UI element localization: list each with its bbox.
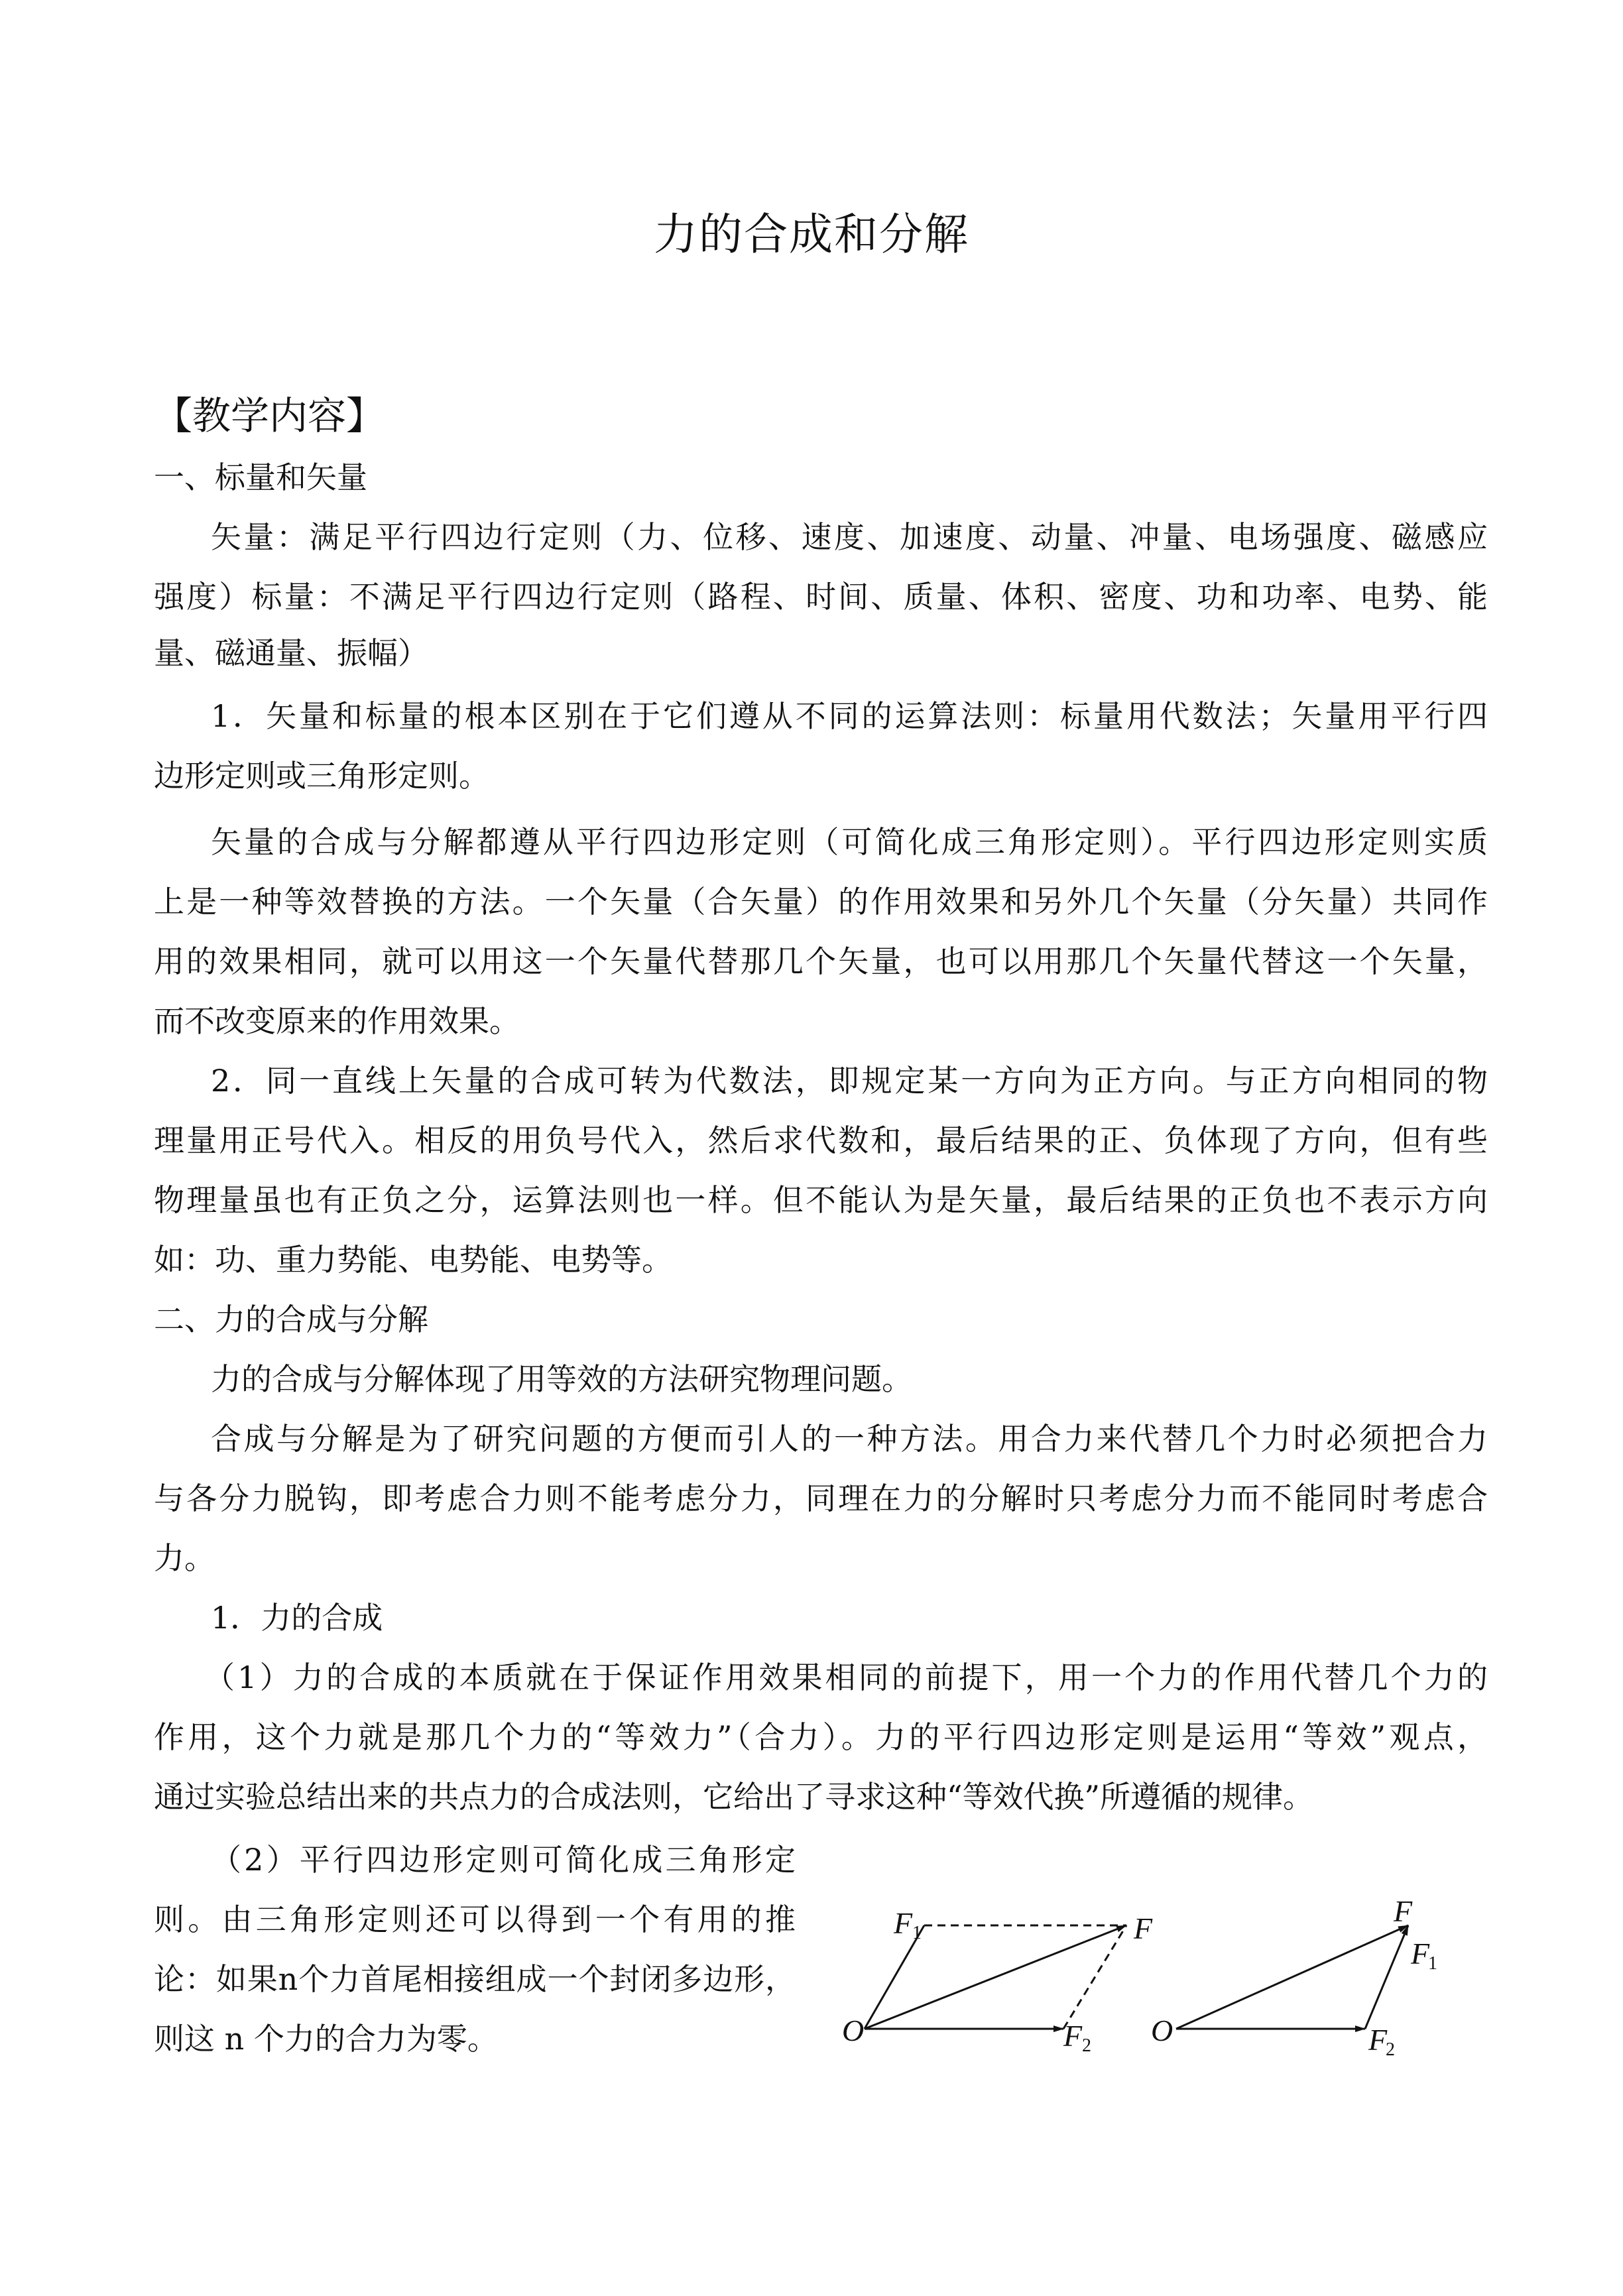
body-line: 则。由三角形定则还可以得到一个有用的推 (154, 1902, 796, 1937)
body-line: 上是一种等效替换的方法。一个矢量（合矢量）的作用效果和另外几个矢量（分矢量）共同作 (154, 884, 1488, 920)
page-title: 力的合成和分解 (654, 209, 969, 260)
body-line: 强度）标量：不满足平行四边行定则（路程、时间、质量、体积、密度、功和功率、电势、能 (154, 579, 1488, 615)
body-line: 矢量的合成与分解都遵从平行四边形定则（可简化成三角形定则）。平行四边形定则实质 (211, 824, 1488, 860)
tri-f2-subscript: 2 (1386, 2039, 1395, 2060)
triangle-figure (1151, 1894, 1437, 2060)
body-line: 力。 (154, 1540, 215, 1576)
body-line: 论：如果n个力首尾相接组成一个封闭多边形， (154, 1961, 796, 1997)
body-line: 量、磁通量、振幅） (154, 635, 428, 671)
tri-f1-label: F (1411, 1937, 1430, 1970)
body-line: 作用，这个力就是那几个力的“等效力”（合力）。力的平行四边形定则是运用“等效”观点， (154, 1719, 1488, 1755)
body-line: 如：功、重力势能、电势能、电势等。 (154, 1242, 672, 1278)
section-heading: 【教学内容】 (154, 393, 385, 438)
tri-resultant-f-vector (1176, 1925, 1408, 2029)
origin-label: O (842, 2014, 865, 2047)
body-line: 用的效果相同，就可以用这一个矢量代替那几个矢量，也可以用那几个矢量代替这一个矢量， (154, 943, 1488, 979)
body-line: 边形定则或三角形定则。 (154, 758, 489, 794)
body-line: 2．同一直线上矢量的合成可转为代数法，即规定某一方向为正方向。与正方向相同的物 (211, 1063, 1488, 1099)
tri-origin-label: O (1151, 2014, 1173, 2047)
body-line: 1．力的合成 (211, 1600, 383, 1636)
body-line: 合成与分解是为了研究问题的方便而引人的一种方法。用合力来代替几个力时必须把合力 (211, 1421, 1488, 1457)
body-line: 二、力的合成与分解 (154, 1301, 428, 1337)
body-line: 通过实验总结出来的共点力的合成法则，它给出了寻求这种“等效代换”所遵循的规律。 (154, 1779, 1314, 1815)
resultant-f-vector (865, 1925, 1126, 2029)
tri-f-label: F (1394, 1894, 1413, 1928)
f1-subscript: 1 (912, 1923, 922, 1943)
f2-dashed-side (1063, 1925, 1126, 2029)
body-line: 物理量虽也有正负之分，运算法则也一样。但不能认为是矢量，最后结果的正负也不表示方向 (154, 1182, 1488, 1218)
f-label: F (1134, 1911, 1153, 1945)
body-line: 理量用正号代入。相反的用负号代入，然后求代数和，最后结果的正、负体现了方向，但有些 (154, 1122, 1488, 1158)
force-diagram-svg (822, 1870, 1512, 2060)
tri-f1-subscript: 1 (1428, 1953, 1437, 1974)
body-line: 力的合成与分解体现了用等效的方法研究物理问题。 (211, 1361, 912, 1397)
force-diagram (822, 1870, 1512, 2060)
body-line: 矢量：满足平行四边行定则（力、位移、速度、加速度、动量、冲量、电场强度、磁感应 (211, 519, 1488, 555)
body-line: 一、标量和矢量 (154, 459, 367, 495)
f2-subscript: 2 (1082, 2035, 1091, 2056)
body-line: 与各分力脱钩，即考虑合力则不能考虑分力，同理在力的分解时只考虑分力而不能同时考虑合 (154, 1480, 1488, 1516)
body-line: 1．矢量和标量的根本区别在于它们遵从不同的运算法则：标量用代数法；矢量用平行四 (211, 698, 1488, 734)
body-line: 而不改变原来的作用效果。 (154, 1003, 520, 1039)
f2-label: F (1063, 2019, 1083, 2053)
tri-f2-label: F (1368, 2023, 1388, 2057)
f1-label: F (894, 1906, 913, 1940)
parallelogram-figure (842, 1906, 1153, 2056)
body-line: （2）平行四边形定则可简化成三角形定 (211, 1842, 796, 1878)
body-line: （1）力的合成的本质就在于保证作用效果相同的前提下，用一个力的作用代替几个力的 (204, 1660, 1488, 1695)
body-line: 则这 n 个力的合力为零。 (154, 2021, 498, 2057)
